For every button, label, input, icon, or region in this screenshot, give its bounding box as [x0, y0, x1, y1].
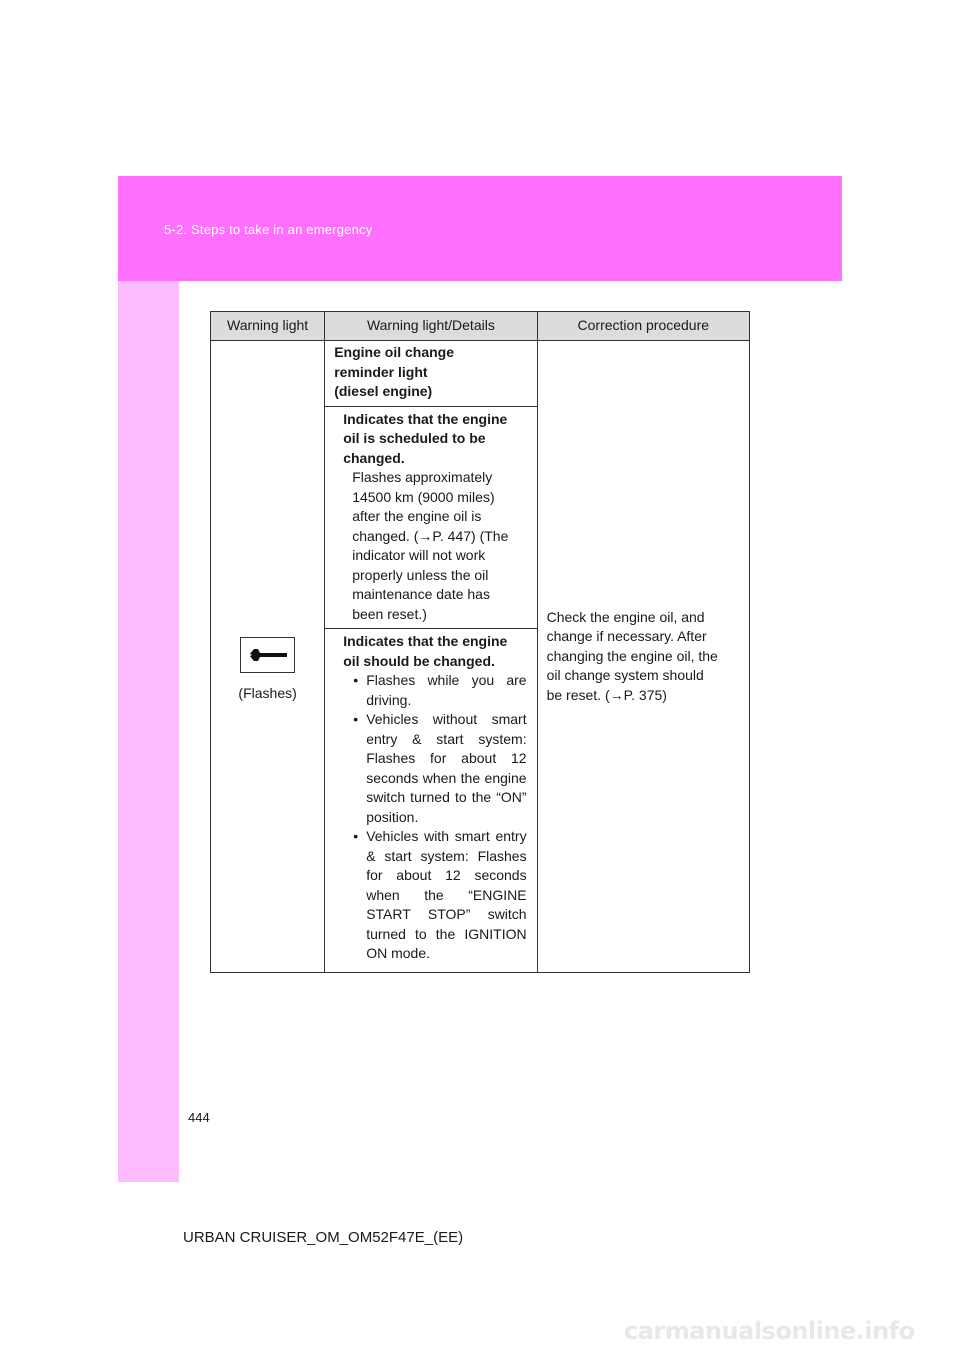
correction-line: changing the engine oil, the	[546, 647, 718, 664]
column-header-details: Warning light/Details	[325, 312, 537, 341]
scheduled-detail: indicator will not work	[352, 547, 486, 563]
correction-line: change if necessary. After	[546, 628, 707, 644]
title-line: Engine oil change	[334, 344, 454, 360]
watermark: carmanualsonline.info	[624, 1317, 915, 1345]
should-change-heading: oil should be changed.	[343, 652, 495, 669]
scheduled-detail: after the engine oil is	[352, 508, 482, 524]
list-item: • Vehicles without smart entry & start system: Flashes for about 12 seconds when the engine switch turned to the “ON” position.	[343, 710, 526, 827]
flashes-label: (Flashes)	[238, 684, 297, 701]
table-header-row	[211, 312, 750, 341]
light-title	[325, 341, 537, 407]
scheduled-heading: Indicates that the engine	[343, 410, 508, 427]
should-change-heading: Indicates that the engine	[343, 633, 508, 649]
warning-light-cell	[211, 341, 325, 973]
warning-light-table	[210, 311, 750, 973]
scheduled-detail: properly unless the oil	[352, 566, 489, 583]
scheduled-detail: 14500 km (9000 miles)	[352, 488, 495, 505]
correction-line: be reset. (→P. 375)	[546, 686, 667, 703]
scheduled-detail: maintenance date has	[352, 586, 490, 602]
should-change-details	[325, 629, 537, 973]
condition-list	[343, 671, 526, 964]
side-thumb-strip	[118, 281, 179, 1182]
list-item: • Vehicles with smart entry & start system: Flashes for about 12 seconds when the “ENGINE START STOP” switch turned to the IGNITION ON mode.	[343, 827, 526, 964]
page-number: 444	[188, 1110, 210, 1125]
title-line: reminder light	[334, 363, 428, 380]
column-header-warning-light: Warning light	[211, 312, 325, 341]
correction-line: Check the engine oil, and	[546, 608, 705, 625]
scheduled-detail: changed. (→P. 447) (The	[352, 527, 509, 544]
correction-procedure-cell	[537, 341, 749, 973]
scheduled-heading: changed.	[343, 449, 405, 466]
table-row	[211, 341, 750, 407]
list-item: • Flashes while you are driving.	[343, 671, 526, 710]
title-line: (diesel engine)	[334, 383, 433, 399]
column-header-correction: Correction procedure	[537, 312, 749, 341]
document-code-footer: URBAN CRUISER_OM_OM52F47E_(EE)	[183, 1229, 464, 1246]
correction-line: oil change system should	[546, 667, 704, 683]
scheduled-detail: been reset.)	[352, 605, 427, 622]
scheduled-change-details	[325, 406, 537, 629]
wrench-icon	[240, 637, 295, 673]
scheduled-heading: oil is scheduled to be	[343, 430, 486, 446]
scheduled-detail: Flashes approximately	[352, 469, 493, 485]
section-title: 5-2. Steps to take in an emergency	[164, 222, 373, 237]
